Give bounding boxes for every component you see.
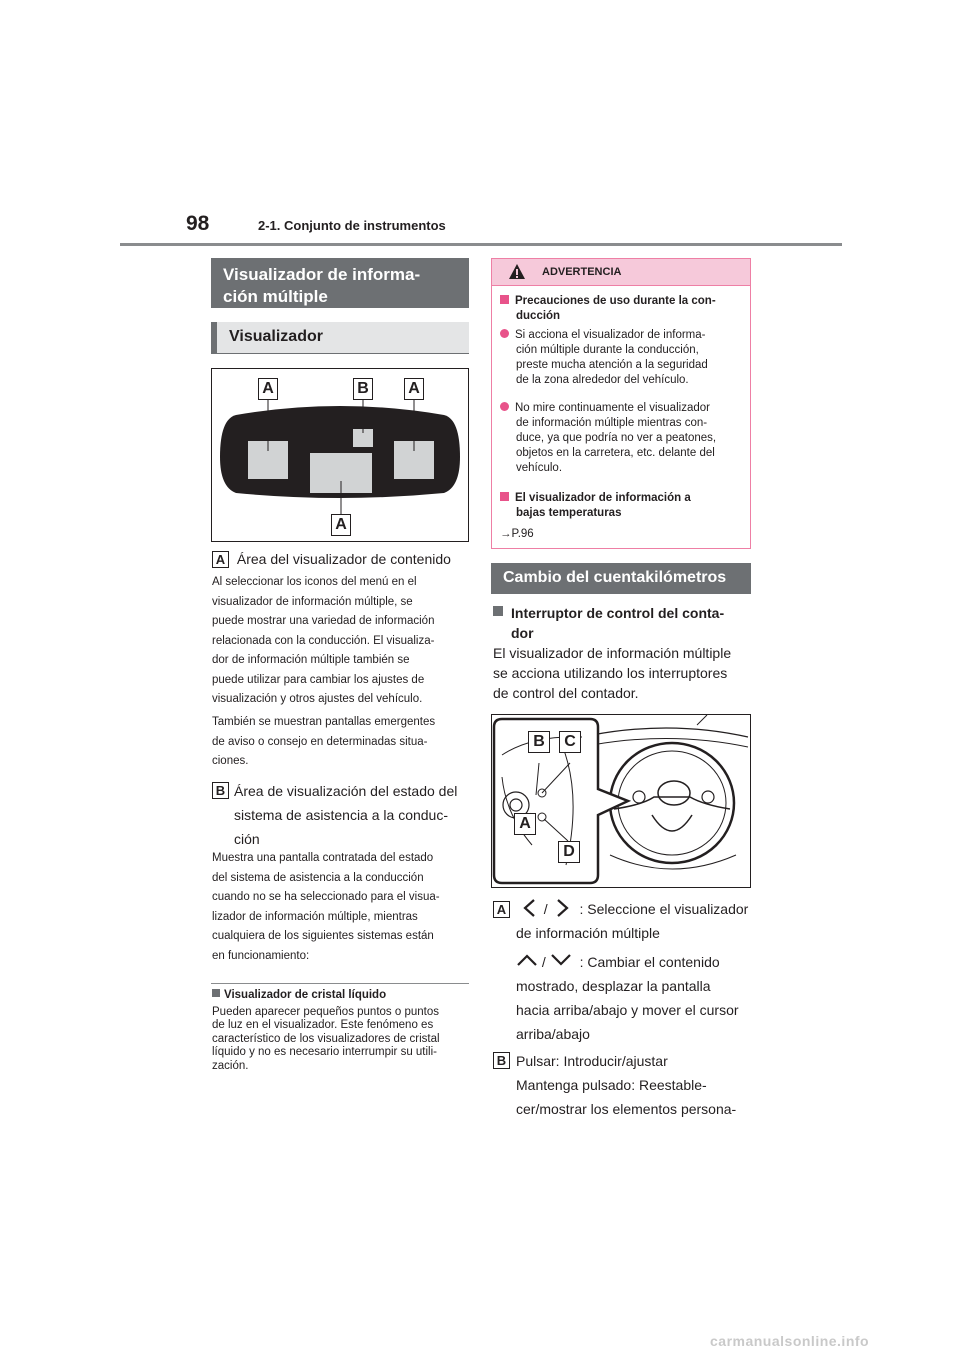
right-item-a-rest: mostrado, desplazar la pantalla hacia arriba/abajo y mover el cursor arriba/abajo xyxy=(516,978,739,1042)
note-divider xyxy=(211,983,469,984)
item-tag: B xyxy=(212,782,229,799)
warning-header xyxy=(492,259,750,286)
square-bullet-icon xyxy=(212,989,220,997)
round-bullet-icon xyxy=(500,402,509,411)
figure-label-a: A xyxy=(331,514,351,536)
separator: / xyxy=(543,901,548,917)
page-number: 98 xyxy=(186,212,210,235)
figure-label-c: C xyxy=(559,731,581,753)
header-rule xyxy=(120,243,842,246)
item-a-title-row xyxy=(212,549,472,569)
round-bullet-icon xyxy=(500,329,509,338)
item-title: Área de visualización del estado del sistema de asistencia a la conduc- ción xyxy=(234,783,458,847)
square-bullet-icon xyxy=(500,492,509,501)
chevron-down-icon xyxy=(550,954,572,966)
ok-button-icon xyxy=(510,799,522,811)
warning-box xyxy=(491,258,751,549)
section-title-line1: Visualizador de informa- xyxy=(223,265,421,284)
figure-label-a: A xyxy=(404,378,424,400)
right-item-a-row3: / : Cambiar el contenido xyxy=(516,952,756,972)
item-b-paragraph: Muestra una pantalla contratada del estado del sistema de asistencia a la conducción cuando no se ha seleccionado para el visua- lizador de información múltiple, mientras cualquiera de los siguientes sistemas están en funcionamiento: xyxy=(212,852,440,962)
warning-title: ADVERTENCIA xyxy=(542,266,622,278)
item-a-paragraph-2: También se muestran pantallas emergentes de aviso o consejo en determinadas situa- ciones. xyxy=(212,716,436,767)
figure-label-a: A xyxy=(514,813,536,835)
warning-item-3: No mire continuamente el visualizador de información múltiple mientras con- duce, ya que podría no ver a peatones, objetos en la carretera, etc. delante del vehículo. xyxy=(500,401,740,476)
figure-label-d: D xyxy=(558,841,580,863)
right-item-b-text: Pulsar: Introducir/ajustar Mantenga pulsado: Reestable- cer/mostrar los elementos persona- xyxy=(516,1053,737,1117)
warning-item-4: El visualizador de información a bajas temperaturas xyxy=(500,491,740,521)
steering-wheel-figure xyxy=(491,714,751,888)
section-title-box-2: Cambio del cuentakilómetros xyxy=(491,563,751,594)
subsection-title: Visualizador xyxy=(211,322,469,354)
chevron-right-icon xyxy=(554,899,570,917)
right-item-b xyxy=(493,1049,755,1121)
section-title-line2: ción múltiple xyxy=(223,287,328,306)
item-tag: A xyxy=(493,901,510,918)
figure-label-b: B xyxy=(353,378,373,400)
running-head: 2-1. Conjunto de instrumentos xyxy=(258,218,446,233)
item-title: Área del visualizador de contenido xyxy=(236,551,451,567)
figure-label-b: B xyxy=(528,731,550,753)
right-item-a-line2: de información múltiple xyxy=(516,925,660,941)
square-bullet-icon xyxy=(493,606,503,616)
section-title-box xyxy=(211,258,469,308)
item-tag: B xyxy=(493,1052,510,1069)
warning-item-1: Precauciones de uso durante la con- ducción xyxy=(500,294,740,324)
chevron-left-icon xyxy=(522,899,538,917)
figure-label-a: A xyxy=(258,378,278,400)
lcd-note-title: Visualizador de cristal líquido xyxy=(212,988,472,1003)
square-bullet-icon xyxy=(500,295,509,304)
subsection-title-2: Interruptor de control del conta- dor xyxy=(493,603,753,643)
arrow-right-icon: → xyxy=(500,528,512,540)
warning-item-2: Si acciona el visualizador de informa- ción múltiple durante la conducción, preste mucha atención a la seguridad de la zona alrededor del vehículo. xyxy=(500,328,740,388)
chevron-up-icon xyxy=(516,954,538,966)
intro-paragraph: El visualizador de información múltiple se acciona utilizando los interruptores de control del contador. xyxy=(493,645,732,701)
separator: / xyxy=(541,954,546,970)
watermark: carmanualsonline.info xyxy=(710,1333,870,1349)
lcd-note-text: Pueden aparecer pequeños puntos o puntos de luz en el visualizador. Este fenómeno es característico de los visualizadores de cristal líquido y no es necesario interrumpir su utili- zación. xyxy=(212,1006,440,1072)
warning-triangle-icon xyxy=(508,263,526,281)
warning-page-reference[interactable]: →P.96 xyxy=(500,528,534,540)
right-item-a-row1: A / : Seleccione el visualizador xyxy=(493,899,755,919)
item-b-title xyxy=(212,779,472,851)
item-a-paragraph: Al seleccionar los iconos del menú en el visualizador de información múltiple, se puede mostrar una variedad de información relacionada con la conducción. El visualiza- dor de información múltiple también se puede utilizar para cambiar los ajustes de visualización y otros ajustes del vehículo. xyxy=(212,576,435,705)
item-tag: A xyxy=(212,551,229,568)
steering-wheel xyxy=(610,743,734,863)
horn-pad xyxy=(658,781,690,805)
display-figure xyxy=(211,368,469,542)
